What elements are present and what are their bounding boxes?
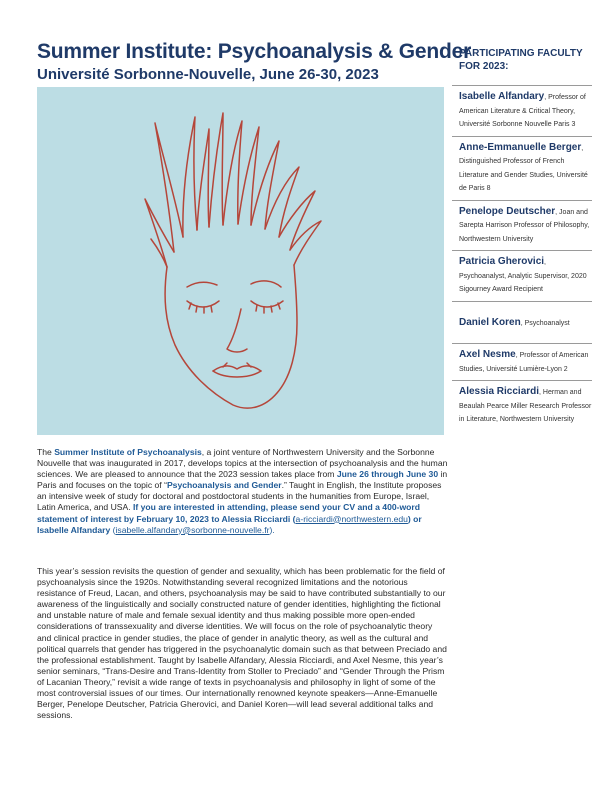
faculty-name: Anne-Emmanuelle Berger xyxy=(459,141,582,153)
faculty-title: , Herman and Beaulah Pearce Miller Research Professor in Literature, Northwestern University xyxy=(459,389,592,423)
session-topic: Psychoanalysis and Gender xyxy=(166,480,282,491)
ricciardi-email-link[interactable]: a-ricciardi@northwestern.edu xyxy=(295,513,408,524)
faculty-sidebar xyxy=(452,40,592,431)
faculty-entry xyxy=(452,136,592,200)
faculty-title: , Psychoanalyst, Analytic Supervisor, 2020 Sigourney Award Recipient xyxy=(459,259,587,293)
intro-paragraph: The Summer Institute of Psychoanalysis, a joint venture of Northwestern University and the Sorbonne Nouvelle that was inaugurated in 2017, develops topics at the intersection of psychoanalysis and the human sciences. We are pleased to announce that the 2023 session takes place from June 26 through June 30 in Paris and focuses on the topic of “Psychoanalysis and Gender.” Taught in English, the Institute proposes an intensive week of study for doctoral and postdoctoral students in the humanities from Europe, Israel, Latin America, and USA. If you are interested in attending, please send your CV and a 400-word statement of interest by February 10, 2023 to Alessia Ricciardi (a-ricciardi@northwestern.edu) or Isabelle Alfandary (isabelle.alfandary@sorbonne-nouvelle.fr). xyxy=(37,447,448,535)
faculty-name: Alessia Ricciardi xyxy=(459,386,540,397)
page-title: Summer Institute: Psychoanalysis & Gender xyxy=(37,40,472,63)
faculty-entry xyxy=(452,380,592,431)
faculty-entry xyxy=(452,200,592,251)
alfandary-email-link[interactable]: isabelle.alfandary@sorbonne-nouvelle.fr xyxy=(115,524,270,535)
faculty-title: , Professor of American Studies, Université Lumière-Lyon 2 xyxy=(459,352,589,373)
session-dates: June 26 through June 30 xyxy=(336,469,439,480)
faculty-name: Patricia Gherovici xyxy=(459,256,545,267)
faculty-name: Axel Nesme xyxy=(459,349,516,360)
faculty-entry xyxy=(452,301,592,344)
face-illustration xyxy=(37,87,444,435)
faculty-title: , Psychoanalyst xyxy=(520,319,570,327)
faculty-title: , Professor of American Literature & Critical Theory, Université Sorbonne Nouvelle Paris 3 xyxy=(459,94,586,128)
faculty-entry xyxy=(452,343,592,380)
faculty-name: Penelope Deutscher xyxy=(459,205,556,217)
session-paragraph: This year’s session revisits the question of gender and sexuality, which has been problematic for the field of psychoanalysis since the 1920s. Notwithstanding several recognized limitations and the notorious resistance of Freud, Lacan, and others, psychoanalysis may be said to have contributed substantially to our awareness of the linguistically and socially constructed nature of gender identities, highlighting the fictional and unstable nature of male and female sexual identity and thus making possible more open-ended considerations of transsexuality and diverse identities. We will focus on the role of psychoanalytic theory and clinical practice in gender studies, the place of gender in analytic theory, as well as the cultural and political quarrels that gender has triggered in the psychoanalytic domain such as that between Preciado and the professional establishment. Taught by Isabelle Alfandary, Alessia Ricciardi, and Axel Nesme, this year’s senior seminars, “Trans-Desire and Trans-Identity from Stoller to Preciado” and “Gender Through the Prism of Lacanian Theory,” revisit a wide range of texts in psychoanalysis and philosophy in light of some of the most controversial issues of our times. Our internationally renowned keynote speakers—Anne-Emanuelle Berger, Penelope Deutscher, Patricia Gherovici, and Daniel Koren—will lead several additional talks and sessions. xyxy=(37,566,447,721)
faculty-title: , Distinguished Professor of French Literature and Gender Studies, Université de Paris 8 xyxy=(459,144,588,192)
faculty-heading: PARTICIPATING FACULTY FOR 2023: xyxy=(459,48,583,72)
faculty-entry xyxy=(452,85,592,136)
institute-name: Summer Institute of Psychoanalysis xyxy=(54,447,202,457)
faculty-title: , Joan and Sarepta Harrison Professor of Philosophy, Northwestern University xyxy=(459,208,590,243)
faculty-name: Daniel Koren xyxy=(459,316,521,328)
faculty-entry xyxy=(452,250,592,301)
page-subtitle: Université Sorbonne-Nouvelle, June 26-30, 2023 xyxy=(37,66,379,83)
faculty-name: Isabelle Alfandary xyxy=(459,91,545,102)
line-drawing-face xyxy=(37,87,444,435)
